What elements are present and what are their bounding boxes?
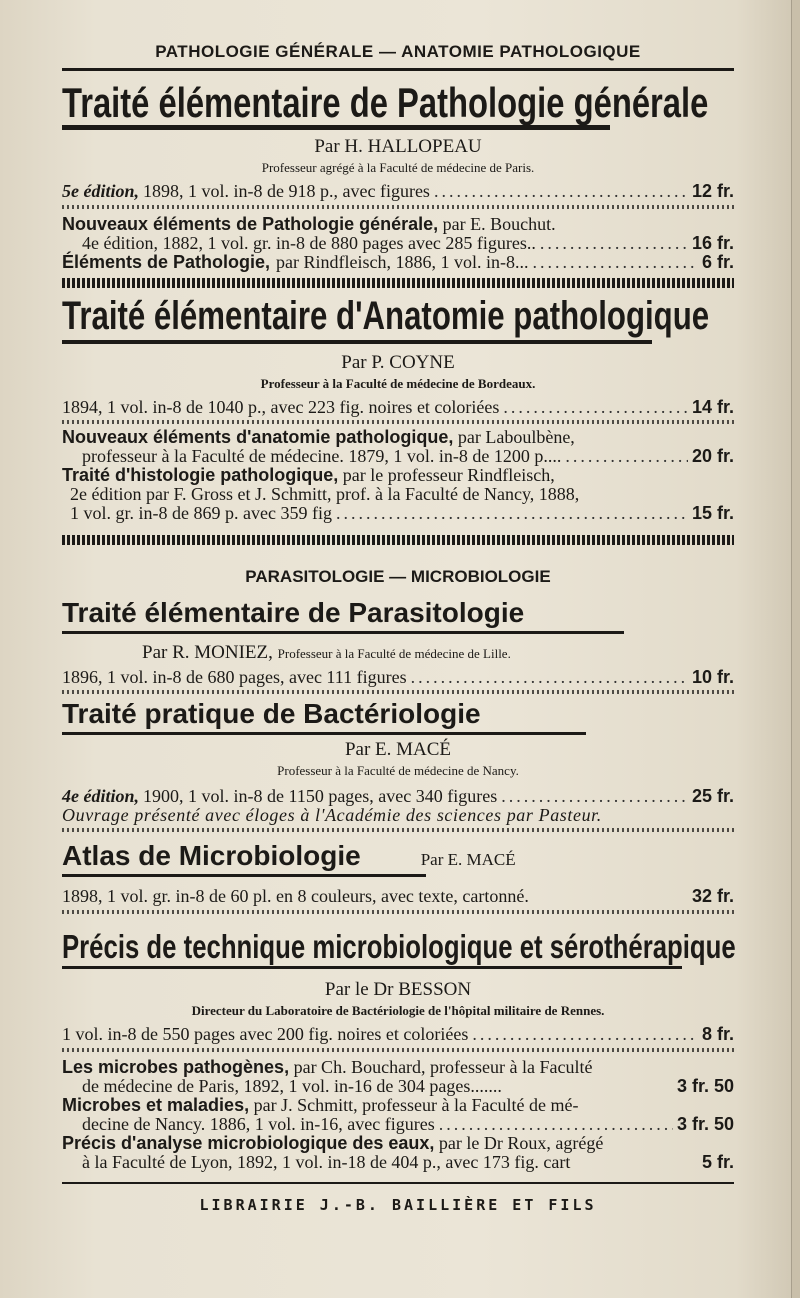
wavy-divider — [62, 205, 734, 209]
related-entry-schmitt: Microbes et maladies, par J. Schmitt, professeur à la Faculté de mé- decine de Nancy. 1886, 1 vol. in-16, avec figures ..... 3 fr. 50 — [62, 1096, 734, 1134]
header-rule — [62, 68, 734, 71]
book-title-besson: Précis de technique microbiologique et sérothérapique — [62, 928, 736, 965]
wavy-divider — [62, 690, 734, 694]
wavy-divider — [62, 910, 734, 914]
title-underline — [62, 340, 652, 344]
hatched-divider — [62, 535, 734, 545]
related-entry-rindfleisch: Éléments de Pathologie, par Rindfleisch, 1886, 1 vol. in-8... ..... 6 fr. — [62, 253, 734, 272]
book-title-mace: Traité pratique de Bactériologie — [62, 698, 481, 729]
related-entry-histologie: Traité d'histologie pathologique, par le professeur Rindfleisch, 2e édition par F. Gross et J. Schmitt, prof. à la Faculté de Nancy, 1888, 1 vol. gr. in-8 de 869 p. avec 359 fig ..... 15 fr. — [62, 466, 734, 523]
wavy-divider — [62, 828, 734, 832]
author-role-mace: Professeur à la Faculté de médecine de Nancy. — [277, 763, 519, 778]
book-details-atlas: 1898, 1 vol. gr. in-8 de 60 pl. en 8 couleurs, avec texte, cartonné. 32 fr. — [62, 886, 734, 906]
page-edge — [791, 0, 800, 1298]
section-header-pathology: PATHOLOGIE GÉNÉRALE — ANATOMIE PATHOLOGIQUE — [155, 42, 641, 61]
author-moniez: Par R. MONIEZ, Professeur à la Faculté de médecine de Lille. — [142, 642, 511, 663]
related-entry-laboulbene: Nouveaux éléments d'anatomie pathologique, par Laboulbène, professeur à la Faculté de médecine. 1879, 1 vol. in-8 de 1200 p.... ..... 20 fr. — [62, 428, 734, 466]
author-coyne: Par P. COYNE — [341, 352, 455, 373]
book-title-moniez: Traité élémentaire de Parasitologie — [62, 597, 525, 628]
author-mace: Par E. MACÉ — [344, 739, 452, 760]
author-hallopeau: Par H. HALLOPEAU — [314, 136, 482, 157]
book-title-hallopeau: Traité élémentaire de Pathologie générale — [62, 79, 709, 126]
title-underline — [62, 874, 426, 877]
book-title-atlas: Atlas de Microbiologie Par E. MACÉ — [62, 840, 516, 871]
title-underline — [62, 966, 682, 969]
author-role-besson: Directeur du Laboratoire de Bactériologie de l'hôpital militaire de Rennes. — [191, 1003, 605, 1018]
book-note-mace: Ouvrage présenté avec éloges à l'Académie des sciences par Pasteur. — [62, 805, 602, 825]
book-details-coyne: 1894, 1 vol. in-8 de 1040 p., avec 223 fig. noires et coloriées ..... 14 fr. — [62, 398, 734, 417]
related-entry-bouchut: Nouveaux éléments de Pathologie générale, par E. Bouchut. 4e édition, 1882, 1 vol. gr. in-8 de 880 pages avec 285 figures.. ..... 16 fr. — [62, 215, 734, 253]
related-entry-bouchard: Les microbes pathogènes, par Ch. Bouchard, professeur à la Faculté de médecine de Paris, 1892, 1 vol. in-16 de 304 pages....... 3 fr. 50 — [62, 1057, 734, 1096]
hatched-divider — [62, 278, 734, 288]
book-details-besson: 1 vol. in-8 de 550 pages avec 200 fig. noires et coloriées ..... 8 fr. — [62, 1025, 734, 1044]
title-underline — [62, 631, 624, 634]
author-role-hallopeau: Professeur agrégé à la Faculté de médecine de Paris. — [261, 160, 535, 175]
book-details-moniez: 1896, 1 vol. in-8 de 680 pages, avec 111 figures ..... 10 fr. — [62, 668, 734, 687]
book-details-mace: 4e édition, 1900, 1 vol. in-8 de 1150 pages, avec 340 figures ..... 25 fr. — [62, 787, 734, 806]
related-entry-roux: Précis d'analyse microbiologique des eaux, par le Dr Roux, agrégé à la Faculté de Lyon, 1892, 1 vol. in-18 de 404 p., avec 173 fig. cart 5 fr. — [62, 1133, 734, 1172]
price: 12 fr. — [691, 181, 734, 201]
footer-rule — [62, 1182, 734, 1184]
publisher-footer: LIBRAIRIE J.-B. BAILLIÈRE ET FILS — [199, 1196, 597, 1214]
wavy-divider — [62, 420, 734, 424]
book-details-hallopeau: 5e édition, 1898, 1 vol. in-8 de 918 p., avec figures ..... 12 fr. — [62, 182, 734, 201]
wavy-divider — [62, 1048, 734, 1052]
author-besson: Par le Dr BESSON — [324, 979, 472, 1000]
section-header-parasitology: PARASITOLOGIE — MICROBIOLOGIE — [245, 567, 551, 586]
book-title-coyne: Traité élémentaire d'Anatomie pathologique — [62, 294, 710, 338]
author-role-coyne: Professeur à la Faculté de médecine de Bordeaux. — [260, 376, 536, 391]
title-underline — [62, 732, 586, 735]
